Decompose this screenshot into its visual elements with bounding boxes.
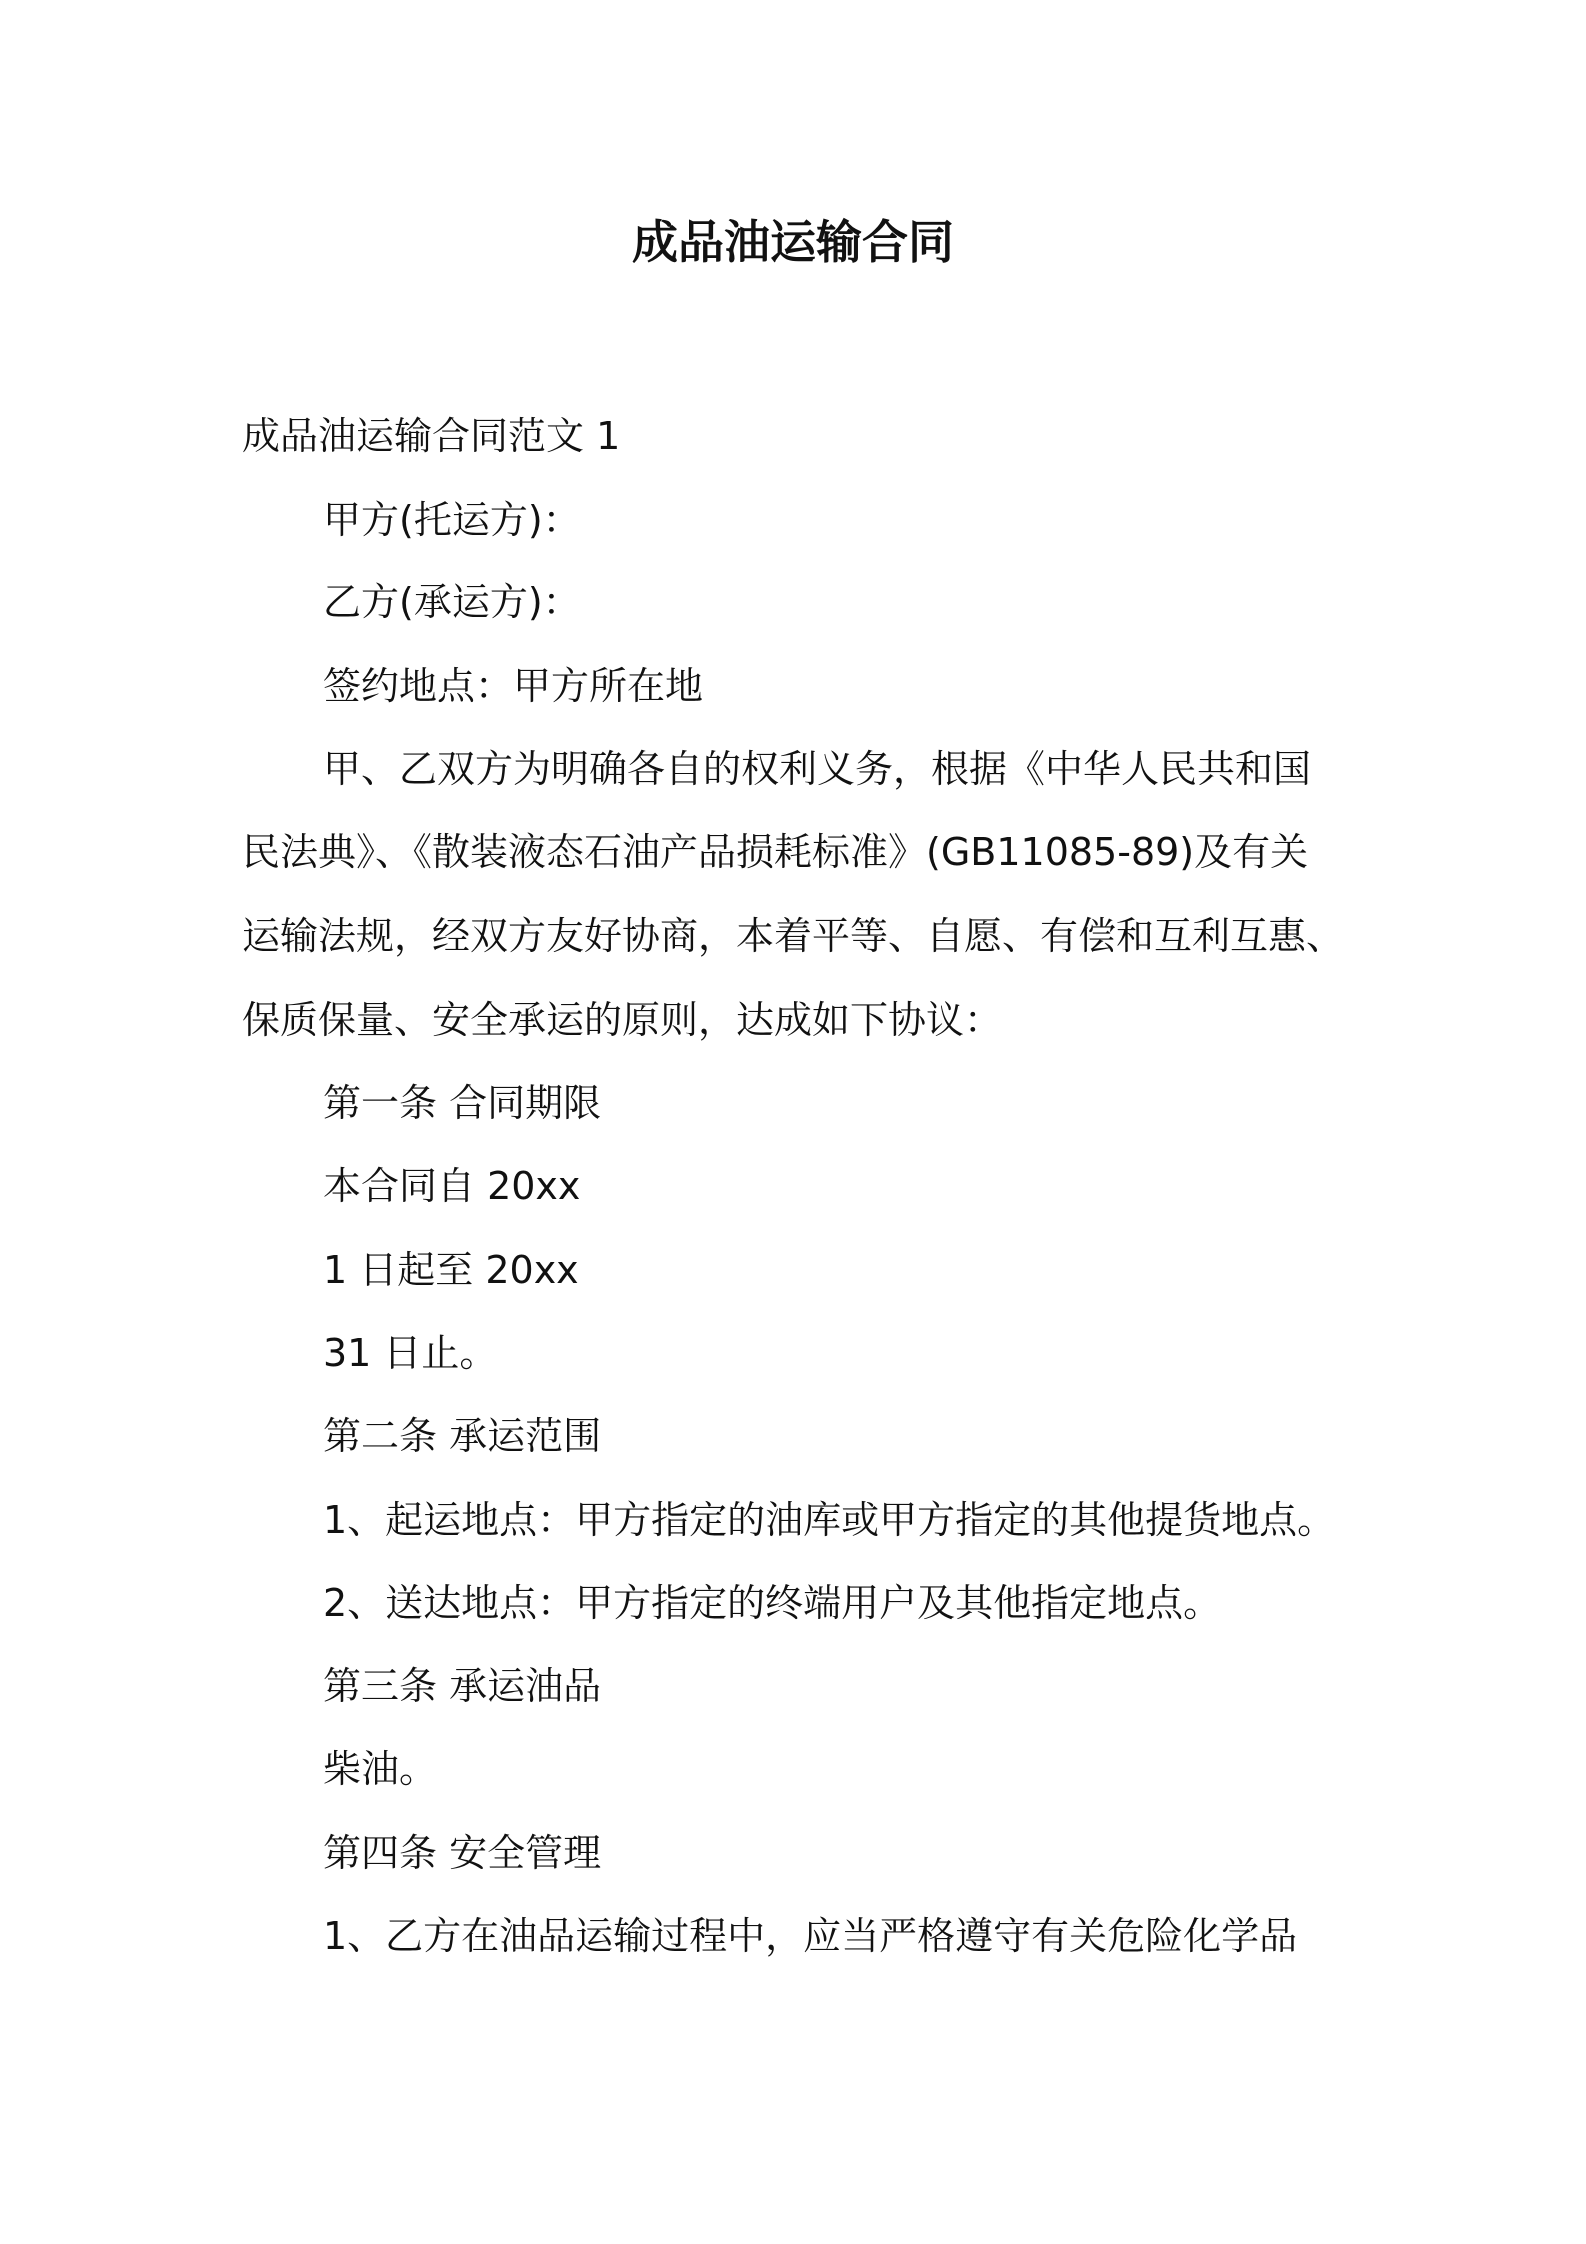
party-b-line: 乙方(承运方)：	[323, 580, 581, 624]
document-title: 成品油运输合同	[632, 215, 954, 269]
preamble-line: 保质保量、安全承运的原则，达成如下协议：	[242, 998, 1003, 1042]
article-text: 1、乙方在油品运输过程中，应当严格遵守有关危险化学品	[323, 1914, 1298, 1958]
article-text: 柴油。	[323, 1747, 438, 1791]
article-text: 31 日止。	[323, 1331, 498, 1375]
article-heading: 第四条 安全管理	[323, 1831, 602, 1875]
preamble-line: 甲、乙双方为明确各自的权利义务，根据《中华人民共和国	[323, 747, 1312, 791]
article-text: 2、送达地点：甲方指定的终端用户及其他指定地点。	[323, 1581, 1222, 1625]
preamble-line: 运输法规，经双方友好协商，本着平等、自愿、有偿和互利互惠、	[242, 914, 1345, 958]
party-a-line: 甲方(托运方)：	[323, 498, 581, 542]
article-text: 1、起运地点：甲方指定的油库或甲方指定的其他提货地点。	[323, 1498, 1336, 1542]
article-text: 1 日起至 20xx	[323, 1248, 579, 1292]
signing-place-line: 签约地点：甲方所在地	[323, 664, 704, 708]
article-heading: 第三条 承运油品	[323, 1664, 602, 1708]
preamble-line: 民法典》、《散装液态石油产品损耗标准》(GB11085-89)及有关	[242, 830, 1309, 874]
article-text: 本合同自 20xx	[323, 1164, 581, 1208]
article-heading: 第二条 承运范围	[323, 1414, 602, 1458]
section-heading: 成品油运输合同范文 1	[242, 414, 621, 458]
article-heading: 第一条 合同期限	[323, 1081, 602, 1125]
